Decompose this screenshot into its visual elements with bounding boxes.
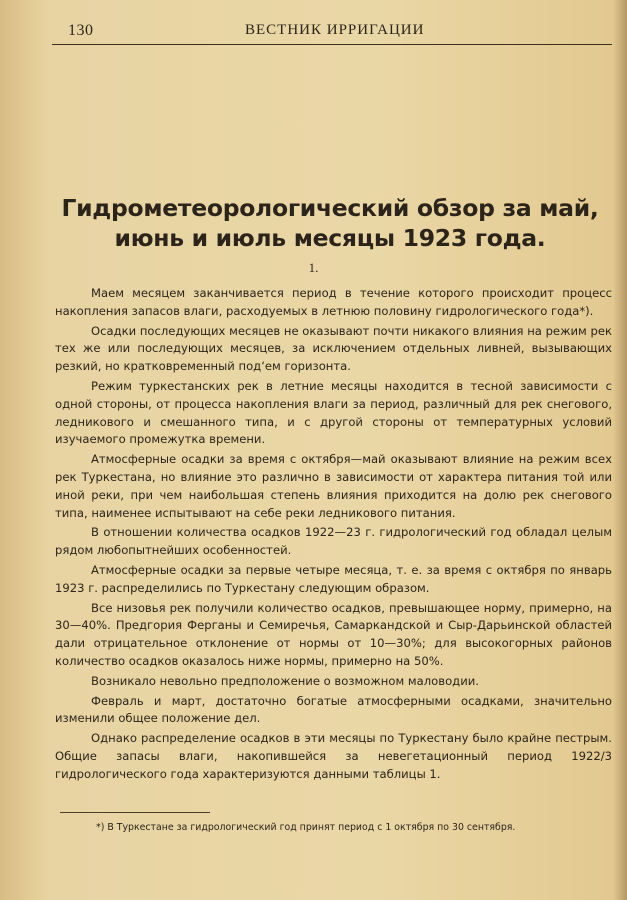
running-header xyxy=(60,20,600,42)
paragraph: Атмосферные осадки за первые четыре месяца, т. е. за время с октября по январь 1923 г. распределились по Туркестану следующим образом. xyxy=(55,562,612,595)
page-edge-shadow xyxy=(613,0,627,900)
header-rule xyxy=(52,44,612,45)
paragraph: Осадки последующих месяцев не оказывают почти никакого влияния на режим рек тех же или последующих месяцев, за исключением отдельных ливней, вызывающих резкий, но кратковременный под‘ем горизонта. xyxy=(55,323,612,374)
paragraph: Возникало невольно предположение о возможном маловодии. xyxy=(91,673,479,688)
section-number: 1. xyxy=(308,260,319,275)
paragraph: Атмосферные осадки за время с октября—май оказывают влияние на режим всех рек Туркестана, но влияние это различно в зависимости от характера питания той или иной реки, при чем наибольшая степень влияния приходится на долю рек снегового типа, наименее испытывают на себе реки ледникового питания. xyxy=(55,452,612,520)
paragraph: Маем месяцем заканчивается период в течение которого происходит процесс накопления запасов влаги, расходуемых в летнюю половину гидрологического года*). xyxy=(55,286,612,318)
paragraph: Февраль и март, достаточно богатые атмосферными осадками, значительно изменили общее положение дел. xyxy=(55,693,612,726)
footnote: *) В Туркестане за гидрологический год принят период с 1 октября по 30 сентября. xyxy=(96,822,516,833)
journal-title: ВЕСТНИК ИРРИГАЦИИ xyxy=(245,22,425,38)
paragraph: Режим туркестанских рек в летние месяцы находится в тесной зависимости с одной стороны, от процесса накопления влаги за период, различный для рек снегового, ледникового и смешанного типа, и с другой стороны от температурных условий изучаемого промежутка времени. xyxy=(55,378,612,447)
article-title: Гидрометеорологический обзор за май, июнь и июль месяцы 1923 года. xyxy=(61,194,599,252)
page-number: 130 xyxy=(68,22,94,39)
article-body xyxy=(55,285,612,786)
paragraph: Все низовья рек получили количество осадков, превышающее норму, примерно, на 30—40%. Предгория Ферганы и Семиречья, Самаркандской и Сыр-Дарьинской областей дали отрицательное отклонение от нормы от 10—30%; для высокогорных районов количество осадков оказалось ниже нормы, примерно на 50%. xyxy=(55,600,612,668)
footnote-rule xyxy=(60,812,210,813)
paragraph: Однако распределение осадков в эти месяцы по Туркестану было крайне пестрым. Общие запасы влаги, накопившейся за невегетационный период 1922/3 гидрологического года характеризуются данными таблицы 1. xyxy=(55,731,612,781)
paragraph: В отношении количества осадков 1922—23 г. гидрологический год обладал целым рядом любопытнейших особенностей. xyxy=(55,525,612,558)
